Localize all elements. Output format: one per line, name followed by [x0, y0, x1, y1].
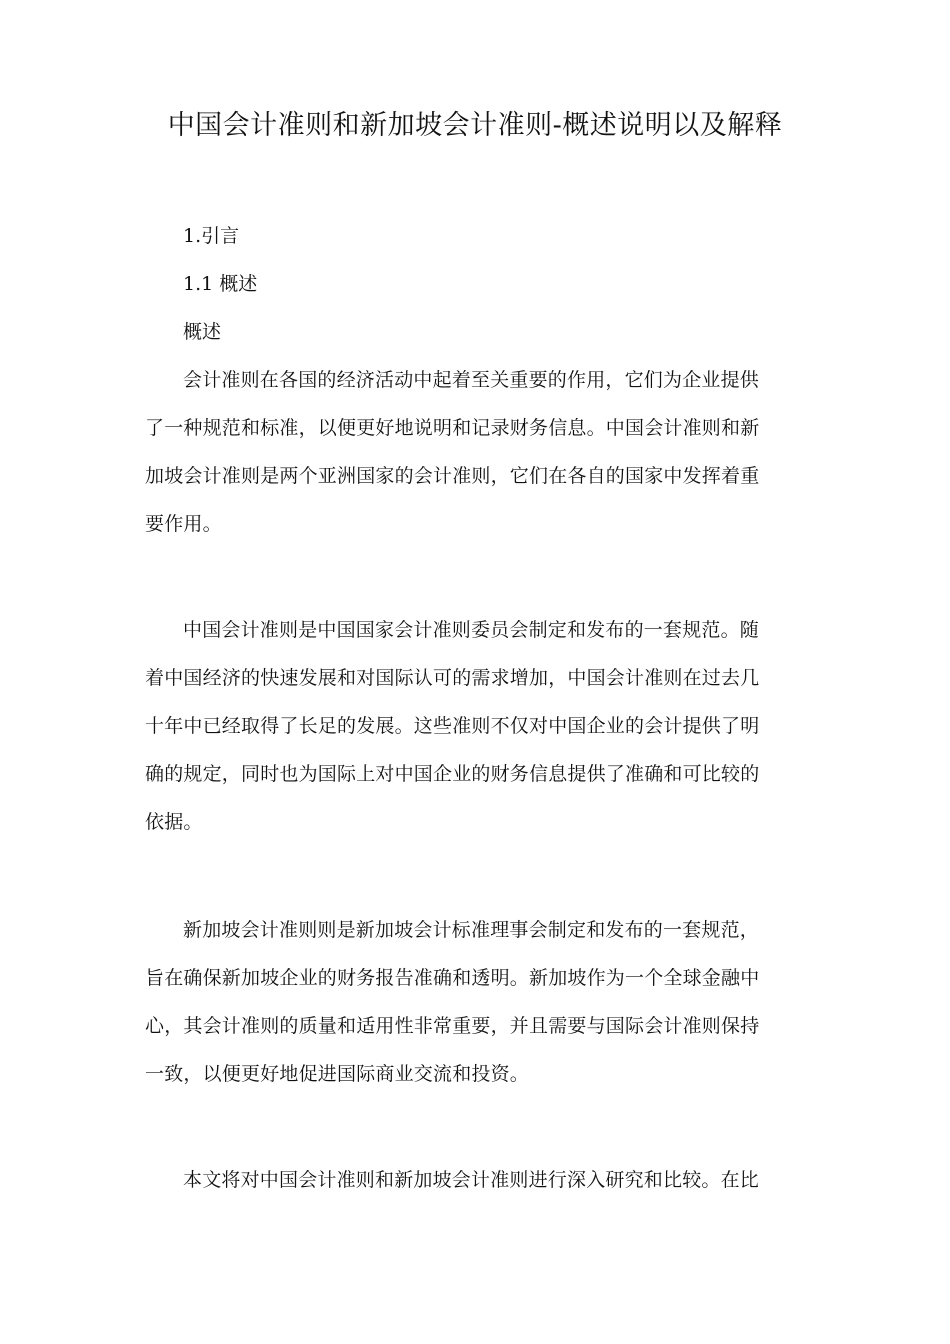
paragraph-line: 加坡会计准则是两个亚洲国家的会计准则，它们在各自的国家中发挥着重 — [145, 465, 760, 487]
paragraph-line: 要作用。 — [145, 513, 222, 535]
paragraph-line: 着中国经济的快速发展和对国际认可的需求增加，中国会计准则在过去几 — [145, 667, 760, 689]
sub-label: 概述 — [183, 321, 222, 343]
paragraph-line: 旨在确保新加坡企业的财务报告准确和透明。新加坡作为一个全球金融中 — [145, 967, 760, 989]
paragraph-line: 本文将对中国会计准则和新加坡会计准则进行深入研究和比较。在比 — [183, 1169, 760, 1191]
paragraph-line: 确的规定，同时也为国际上对中国企业的财务信息提供了准确和可比较的 — [145, 763, 760, 785]
paragraph-line: 了一种规范和标准，以便更好地说明和记录财务信息。中国会计准则和新 — [145, 417, 760, 439]
paragraph-line: 十年中已经取得了长足的发展。这些准则不仅对中国企业的会计提供了明 — [145, 715, 760, 737]
paragraph-line: 新加坡会计准则则是新加坡会计标准理事会制定和发布的一套规范， — [183, 919, 760, 941]
paragraph-line: 中国会计准则是中国国家会计准则委员会制定和发布的一套规范。随 — [183, 619, 760, 641]
paragraph-line: 一致，以便更好地促进国际商业交流和投资。 — [145, 1063, 530, 1085]
subsection-heading: 1.1 概述 — [183, 273, 258, 295]
paragraph-2 — [145, 616, 807, 856]
paragraph-line: 会计准则在各国的经济活动中起着至关重要的作用，它们为企业提供 — [183, 369, 760, 391]
paragraph-4 — [145, 1166, 807, 1214]
paragraph-line: 心，其会计准则的质量和适用性非常重要，并且需要与国际会计准则保持 — [145, 1015, 760, 1037]
paragraph-3 — [145, 916, 807, 1108]
paragraph-1 — [145, 366, 807, 558]
document-title: 中国会计准则和新加坡会计准则-概述说明以及解释 — [167, 110, 783, 141]
section-heading: 1.引言 — [183, 225, 240, 247]
paragraph-line: 依据。 — [145, 811, 203, 833]
